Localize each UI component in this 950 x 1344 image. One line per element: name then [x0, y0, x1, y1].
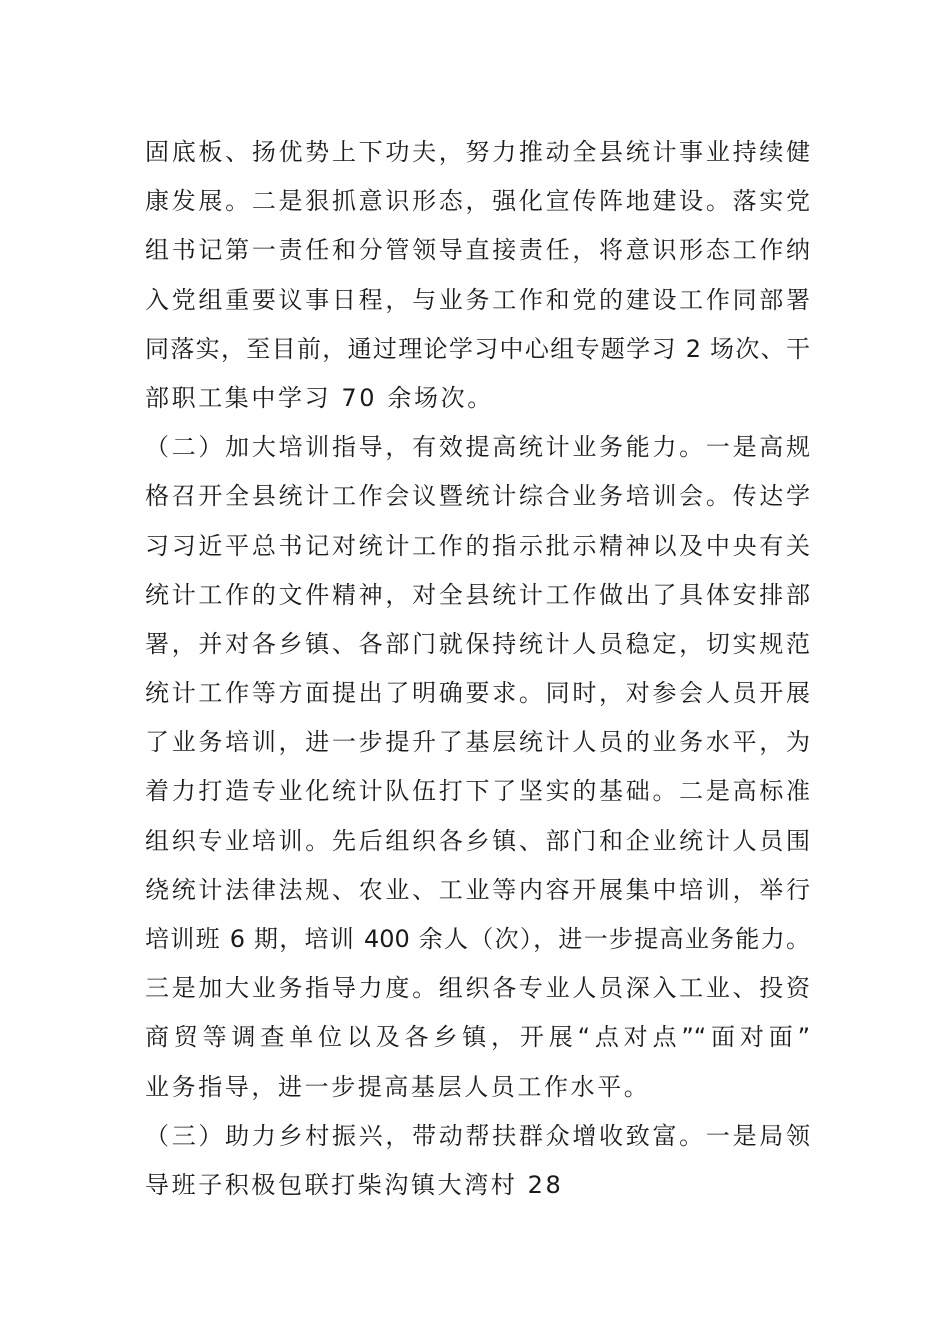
- text-line: （三）助力乡村振兴，带动帮扶群众增收致富。一是局领: [145, 1121, 810, 1150]
- text-line: 固底板、扬优势上下功夫，努力推动全县统计事业持续健: [145, 138, 810, 166]
- text-line: 绕统计法律法规、农业、工业等内容开展集中培训，举行: [145, 875, 810, 904]
- text-line: 康发展。二是狠抓意识形态，强化宣传阵地建设。落实党: [145, 187, 810, 216]
- text-line: 导班子积极包联打柴沟镇大湾村 28: [145, 1170, 564, 1199]
- text-line: 培训班 6 期，培训 400 余人（次），进一步提高业务能力。: [145, 925, 810, 953]
- text-line: 统计工作的文件精神，对全县统计工作做出了具体安排部: [145, 580, 810, 609]
- text-line: 着力打造专业化统计队伍打下了坚实的基础。二是高标准: [145, 777, 810, 806]
- text-line: 业务指导，进一步提高基层人员工作水平。: [145, 1072, 651, 1101]
- text-line: 组书记第一责任和分管领导直接责任，将意识形态工作纳: [145, 236, 810, 265]
- text-line: 入党组重要议事日程，与业务工作和党的建设工作同部署: [145, 285, 810, 314]
- text-line: （二）加大培训指导，有效提高统计业务能力。一是高规: [145, 433, 810, 462]
- text-line: 习习近平总书记对统计工作的指示批示精神以及中央有关: [145, 531, 810, 560]
- text-line: 了业务培训，进一步提升了基层统计人员的业务水平，为: [145, 728, 810, 757]
- text-line: 三是加大业务指导力度。组织各专业人员深入工业、投资: [145, 974, 810, 1003]
- text-line: 统计工作等方面提出了明确要求。同时，对参会人员开展: [145, 679, 810, 708]
- text-line: 格召开全县统计工作会议暨统计综合业务培训会。传达学: [145, 482, 810, 511]
- document-body: [145, 128, 810, 1210]
- text-line: 组织专业培训。先后组织各乡镇、部门和企业统计人员围: [145, 826, 810, 855]
- text-line: 商贸等调查单位以及各乡镇，开展“点对点”“面对面”: [145, 1023, 810, 1052]
- text-line: 署，并对各乡镇、各部门就保持统计人员稳定，切实规范: [145, 629, 810, 658]
- text-line: 部职工集中学习 70 余场次。: [145, 383, 494, 412]
- text-line: 同落实，至目前，通过理论学习中心组专题学习 2 场次、干: [145, 334, 810, 363]
